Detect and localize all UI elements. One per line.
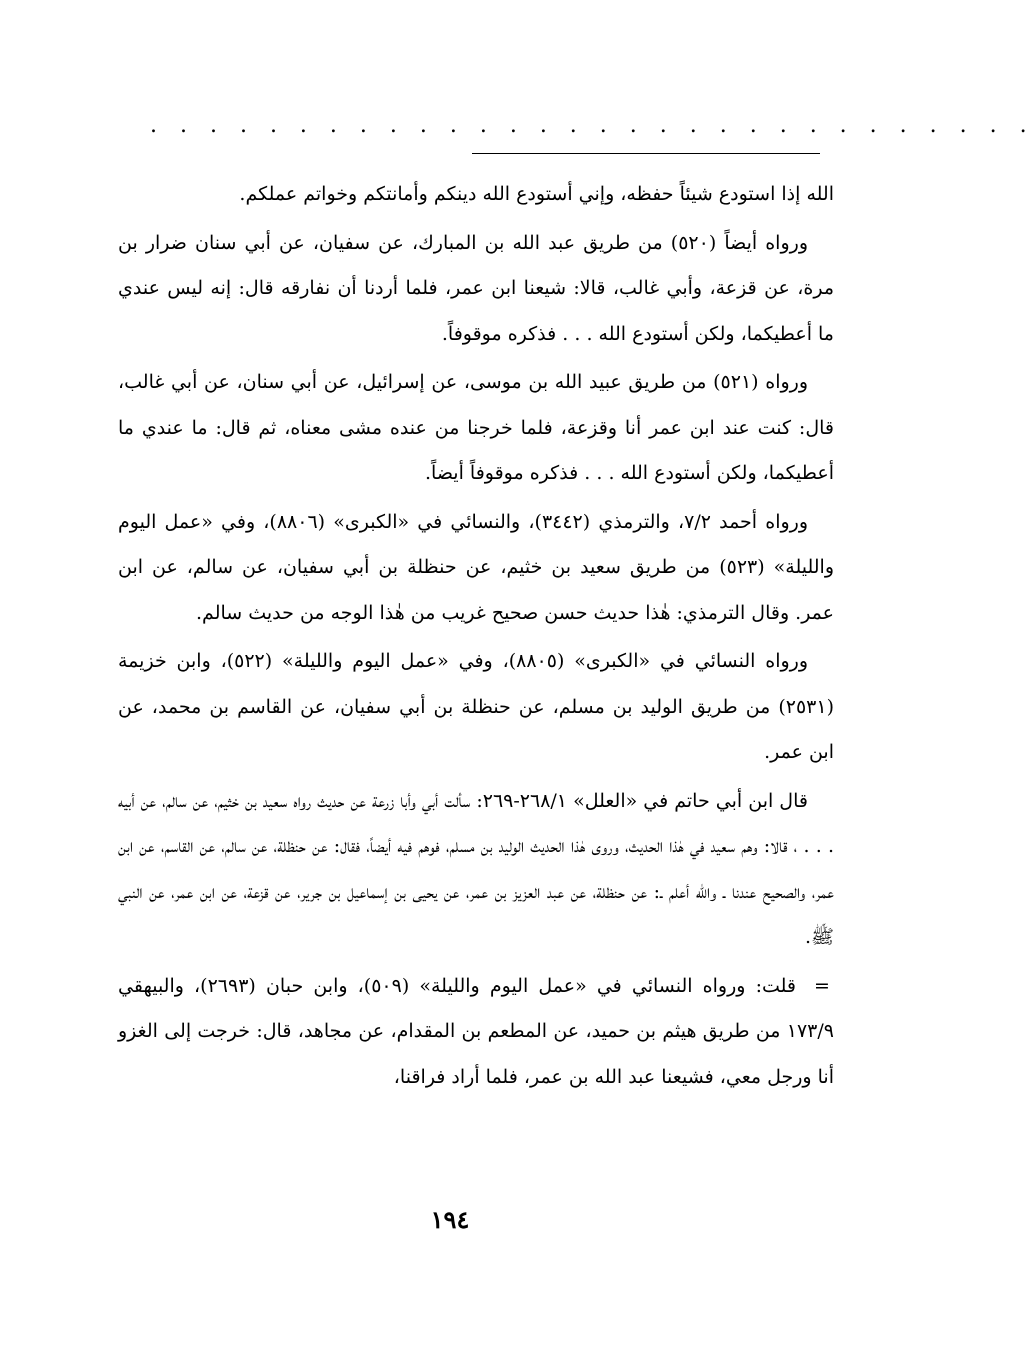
header-rule [472, 153, 820, 154]
footnote-text: قلت: ورواه النسائي في «عمل اليوم والليلة» (٥٠٩)، وابن حبان (٢٦٩٣)، والبيهقي ١٧٣/٩ من طريق هيثم بن حميد، عن المطعم بن المقدام، عن مجاهد، قال: خرجت إلى الغزو أنا ورجل معي، فشيعنا عبد الله بن عمر، فلما أراد فراقنا، [118, 974, 834, 1088]
continuation-marker: = [814, 974, 830, 997]
page-body [118, 172, 834, 1103]
page-number: ١٩٤ [430, 1205, 470, 1234]
continued-footnote [118, 964, 834, 1101]
paragraph-6: قال ابن أبي حاتم في «العلل» ٢٦٨/١-٢٦٩: سألت أبي وأبا زرعة عن حديث رواه سعيد بن خثيم، عن سالم، عن أبيه . . . ، قالا: وهم سعيد في هٰذا الحديث، وروى هٰذا الحديث الوليد بن مسلم، فوهم فيه أيضاً، فقال: عن حنظلة، عن سالم، عن القاسم، عن ابن عمر، والصحيح عندنا ـ والله أعلم ـ: عن حنظلة، عن عبد العزيز بن عمر، عن يحيى بن إسماعيل بن جرير، عن قزعة، عن ابن عمر، عن النبي ﷺ. [118, 789, 834, 948]
paragraph-4: ورواه أحمد ٧/٢، والترمذي (٣٤٤٢)، والنسائي في «الكبرى» (٨٨٠٦)، وفي «عمل اليوم والليلة» (٥٢٣) من طريق سعيد بن خثيم، عن حنظلة بن أبي سفيان، عن سالم، عن ابن عمر. وقال الترمذي: هٰذا حديث حسن صحيح غريب من هٰذا الوجه من حديث سالم. [118, 510, 834, 624]
paragraph-5: ورواه النسائي في «الكبرى» (٨٨٠٥)، وفي «عمل اليوم والليلة» (٥٢٢)، وابن خزيمة (٢٥٣١) من طريق الوليد بن مسلم، عن حنظلة بن أبي سفيان، عن القاسم بن محمد، عن ابن عمر. [118, 650, 834, 763]
paragraph-1: الله إذا استودع شيئاً حفظه، وإني أستودع الله دينكم وأمانتكم وخواتم عملكم. [239, 183, 834, 205]
paragraph-3: ورواه (٥٢١) من طريق عبيد الله بن موسى، عن إسرائيل، عن أبي سنان، عن أبي غالب، قال: كنت عند ابن عمر أنا وقزعة، فلما خرجنا من عنده مشى معناه، ثم قال: ما عندي ما أعطيكما، ولكن أستودع الله . . . فذكره موقوفاً أيضاً. [118, 371, 834, 484]
paragraph-2: ورواه أيضاً (٥٢٠) من طريق عبد الله بن المبارك، عن سفيان، عن أبي سنان ضرار بن مرة، عن قزعة، وأبي غالب، قالا: شيعنا ابن عمر، فلما أردنا أن نفارقه قال: إنه ليس عندي ما أعطيكما، ولكن أستودع الله . . . فذكره موقوفاً. [118, 231, 834, 345]
header-dot-leader: . . . . . . . . . . . . . . . . . . . . . . . . . . . . . . [150, 113, 1035, 138]
